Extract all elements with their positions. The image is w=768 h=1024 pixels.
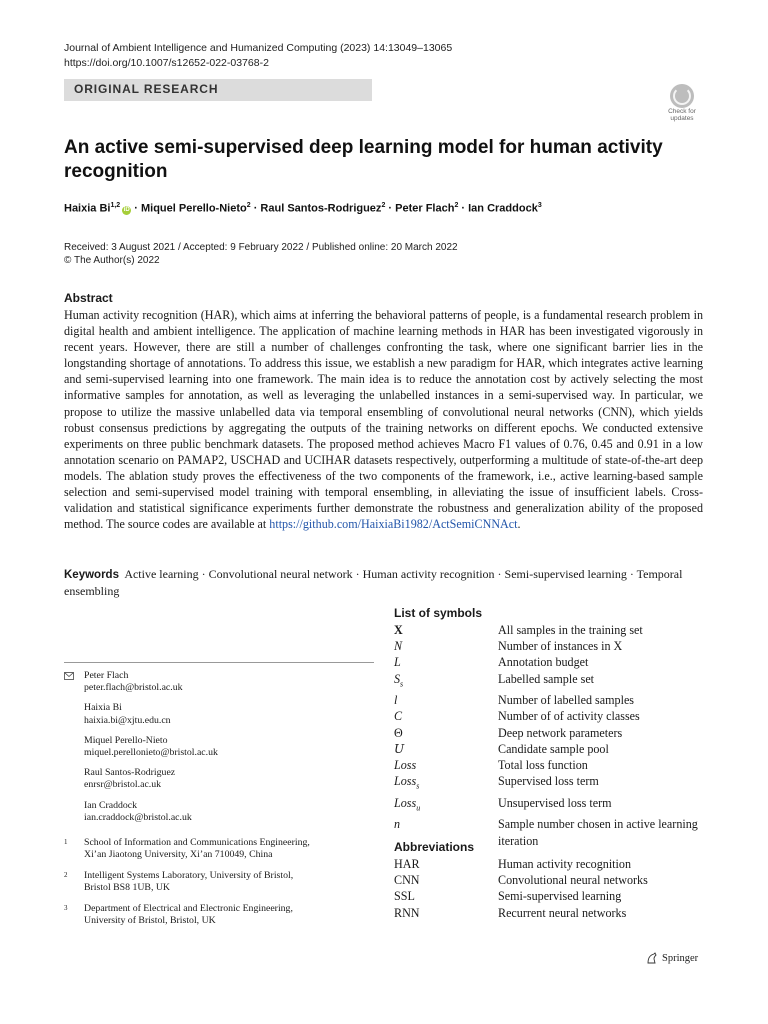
symbol-text: L xyxy=(394,655,401,670)
symbol-definition: Annotation budget xyxy=(498,655,589,670)
symbol-row xyxy=(394,795,704,817)
springer-horse-icon xyxy=(646,952,658,964)
contact-entry xyxy=(84,800,218,824)
section-label: ORIGINAL RESEARCH xyxy=(74,82,219,96)
contact-email[interactable]: ian.craddock@bristol.ac.uk xyxy=(84,811,192,823)
symbol-row xyxy=(394,725,704,741)
symbol xyxy=(394,773,498,795)
symbol-subscript: s xyxy=(416,781,420,791)
symbols-heading: List of symbols xyxy=(394,606,483,620)
author-separator: · xyxy=(458,202,469,215)
symbol-row xyxy=(394,708,704,724)
abbreviation-row xyxy=(394,905,704,921)
symbol-row xyxy=(394,671,704,693)
affiliation-entry xyxy=(64,903,364,928)
contact-name: Haixia Bi xyxy=(84,702,122,714)
author-separator: · xyxy=(385,202,396,215)
symbol-text: Θ xyxy=(394,725,403,740)
affiliation-line: Bristol BS8 1UB, UK xyxy=(84,882,171,894)
contact-email[interactable]: peter.flach@bristol.ac.uk xyxy=(84,682,183,694)
symbol xyxy=(394,741,498,757)
author-separator: · xyxy=(131,202,141,215)
author-affiliation-marker: 2 xyxy=(454,202,459,209)
author-separator: · xyxy=(250,202,261,215)
check-updates-text-2: updates xyxy=(670,115,694,122)
check-for-updates-badge[interactable] xyxy=(662,84,702,124)
symbol-row xyxy=(394,654,704,670)
affiliation-number: 1 xyxy=(64,838,68,846)
symbol-definition: Deep network parameters xyxy=(498,725,623,740)
affiliation-text xyxy=(84,837,310,862)
abstract-end: . xyxy=(517,517,521,532)
affiliation-text xyxy=(84,903,293,928)
author-list xyxy=(64,202,542,215)
abstract-heading: Abstract xyxy=(64,291,113,305)
source-code-link[interactable]: https://github.com/HaixiaBi1982/ActSemiCNNAct xyxy=(269,517,518,532)
affiliation-number: 2 xyxy=(64,870,68,879)
symbol-definition: Labelled sample set xyxy=(498,671,595,686)
author-affiliation-marker: 1,2 xyxy=(110,202,121,209)
symbol-definition: Number of of activity classes xyxy=(498,709,640,724)
symbol-text: U xyxy=(394,741,405,756)
journal-reference: Journal of Ambient Intelligence and Humanized Computing (2023) 14:13049–13065 xyxy=(64,42,453,54)
orcid-icon[interactable]: iD xyxy=(123,206,130,213)
symbol-row xyxy=(394,757,704,773)
affiliation-line: Xi’an Jiaotong University, Xi’an 710049, China xyxy=(84,849,273,861)
symbol xyxy=(394,654,498,670)
footnote-divider xyxy=(64,662,374,663)
publication-dates xyxy=(64,241,458,267)
affiliation-line: Intelligent Systems Laboratory, University of Bristol, xyxy=(84,869,294,881)
symbol-text: Loss xyxy=(394,795,417,810)
affiliation-entry xyxy=(64,837,364,862)
abstract-paragraph: Human activity recognition (HAR), which aims at inferring the behavioral patterns of people, is a fundamental research problem in digital health and ambient intelligence. The application of machine learning methods in HAR has been investigated vigorously in recent years. However, there are still a number of challenges confronting the task, where one significant barrier lies in the longstanding shortage of annotations. To address this issue, we establish a new paradigm for HAR, which integrates active learning and semi-supervised learning into one framework. The main idea is to reduce the annotation cost by actively selecting the most informative samples for annotation, as well as leveraging the unlabelled instances in a semi-supervised way. In particular, we propose to utilize the massive unlabelled data via temporal ensembling of convolutional neural networks (CNN), which yields robust consensus predictions by aggregating the outputs of the training networks on different epochs. We conducted extensive experiments on three public benchmark datasets. The proposed method achieves Macro F1 values of 0.76, 0.45 and 0.91 in a low annotation scenario on PAMAP2, USCHAD and UCIHAR datasets respectively, outperforming a multitude of state-of-the-art deep models. The ablation study proves the effectiveness of the two components of the framework, i.e., active learning-based sample selection and semi-supervised model training with temporal ensembling, in alleviating the issue of insufficient labels. Cross-validation and statistical significance experiments further demonstrate the robustness and generalization ability of the proposed method. The source codes are available at xyxy=(64,308,703,532)
doi-link[interactable]: https://doi.org/10.1007/s12652-022-03768-2 xyxy=(64,57,269,69)
journal-citation xyxy=(64,41,452,71)
symbol-definition: Unsupervised loss term xyxy=(498,795,612,810)
refresh-icon xyxy=(673,87,691,105)
contact-list xyxy=(64,670,218,832)
symbol xyxy=(394,622,498,638)
author-affiliation-marker: 2 xyxy=(246,202,251,209)
author-name[interactable]: Ian Craddock xyxy=(468,202,538,215)
symbol-text: Loss xyxy=(394,758,417,773)
abbreviation-definition: Recurrent neural networks xyxy=(498,905,627,920)
symbol xyxy=(394,795,498,817)
publisher-logo xyxy=(646,952,698,964)
symbol xyxy=(394,638,498,654)
publisher-name: Springer xyxy=(662,952,699,964)
affiliation-line: School of Information and Communications Engineering, xyxy=(84,837,310,848)
abbreviation: CNN xyxy=(394,873,420,888)
author-name[interactable]: Peter Flach xyxy=(395,202,455,215)
abbreviation: SSL xyxy=(394,889,415,904)
contact-entry xyxy=(84,767,218,791)
keywords-text: Active learning · Convolutional neural network · Human activity recognition · Semi-supervised learning · Temporal ensembling xyxy=(64,567,683,598)
abbreviation-row xyxy=(394,888,704,904)
author-affiliation-marker: 3 xyxy=(537,202,542,209)
symbol-subscript: u xyxy=(416,803,421,813)
symbol-definition: Number of instances in X xyxy=(498,639,623,654)
symbol xyxy=(394,757,498,773)
symbol-text: Loss xyxy=(394,774,417,789)
symbol-definition: Number of labelled samples xyxy=(498,693,635,708)
symbol-text: X xyxy=(394,623,403,637)
contact-entry xyxy=(84,702,218,726)
check-updates-text: Check for xyxy=(668,108,696,115)
copyright-line: © The Author(s) 2022 xyxy=(64,255,160,266)
affiliation-line: University of Bristol, Bristol, UK xyxy=(84,915,216,927)
symbol-text: N xyxy=(394,639,403,654)
abbreviations-table xyxy=(394,856,704,921)
symbol-definition: Candidate sample pool xyxy=(498,741,609,756)
symbol xyxy=(394,671,498,693)
symbol-row xyxy=(394,741,704,757)
affiliation-number: 3 xyxy=(64,903,68,912)
affiliation-line: Department of Electrical and Electronic Engineering, xyxy=(84,902,293,914)
contact-name: Raul Santos-Rodriguez xyxy=(84,767,176,779)
keywords xyxy=(64,566,703,599)
symbol-text: n xyxy=(394,817,401,832)
contact-email[interactable]: miquel.perellonieto@bristol.ac.uk xyxy=(84,747,218,759)
abbreviation: HAR xyxy=(394,857,420,871)
symbol-definition: Sample number chosen in active learning iteration xyxy=(498,817,698,848)
abstract-text xyxy=(64,307,703,532)
symbol xyxy=(394,708,498,724)
symbol-row xyxy=(394,622,704,638)
abbreviation-row xyxy=(394,872,704,888)
symbol-text: S xyxy=(394,671,401,686)
contact-name: Ian Craddock xyxy=(84,799,138,811)
dates-line: Received: 3 August 2021 / Accepted: 9 February 2022 / Published online: 20 March 2022 xyxy=(64,242,458,253)
affiliation-entry xyxy=(64,870,364,895)
contact-entry xyxy=(84,735,218,759)
symbol-row xyxy=(394,638,704,654)
symbols-table xyxy=(394,622,704,849)
symbol-definition: All samples in the training set xyxy=(498,623,643,637)
contact-entry xyxy=(84,670,218,694)
author-name[interactable]: Raul Santos-Rodriguez xyxy=(260,202,382,215)
contact-name: Miquel Perello-Nieto xyxy=(84,734,168,746)
symbol xyxy=(394,725,498,741)
symbol-subscript: s xyxy=(400,679,404,689)
keywords-label: Keywords xyxy=(64,569,119,581)
contact-email[interactable]: haixia.bi@xjtu.edu.cn xyxy=(84,714,171,726)
symbol-definition: Supervised loss term xyxy=(498,774,599,789)
affiliation-text xyxy=(84,870,293,895)
abbreviation-row xyxy=(394,856,704,872)
abbreviation-definition: Convolutional neural networks xyxy=(498,873,648,888)
symbol-text: C xyxy=(394,709,403,724)
abbreviation-definition: Semi-supervised learning xyxy=(498,889,622,904)
symbol-row xyxy=(394,692,704,708)
contact-email[interactable]: enrsr@bristol.ac.uk xyxy=(84,779,162,791)
contact-name: Peter Flach xyxy=(84,670,129,681)
symbol-definition: Total loss function xyxy=(498,758,588,773)
symbol-row xyxy=(394,773,704,795)
affiliations xyxy=(64,837,364,935)
envelope-icon xyxy=(64,672,74,680)
article-title: An active semi-supervised deep learning model for human activity recognition xyxy=(64,137,663,182)
abbreviation: RNN xyxy=(394,905,420,920)
abbreviation-definition: Human activity recognition xyxy=(498,857,631,871)
author-name[interactable]: Miquel Perello-Nieto xyxy=(140,202,247,215)
abbreviations-heading: Abbreviations xyxy=(394,840,475,854)
author-name[interactable]: Haixia Bi xyxy=(64,202,111,215)
symbol xyxy=(394,692,498,708)
symbol-text: l xyxy=(394,693,398,708)
author-affiliation-marker: 2 xyxy=(381,202,386,209)
